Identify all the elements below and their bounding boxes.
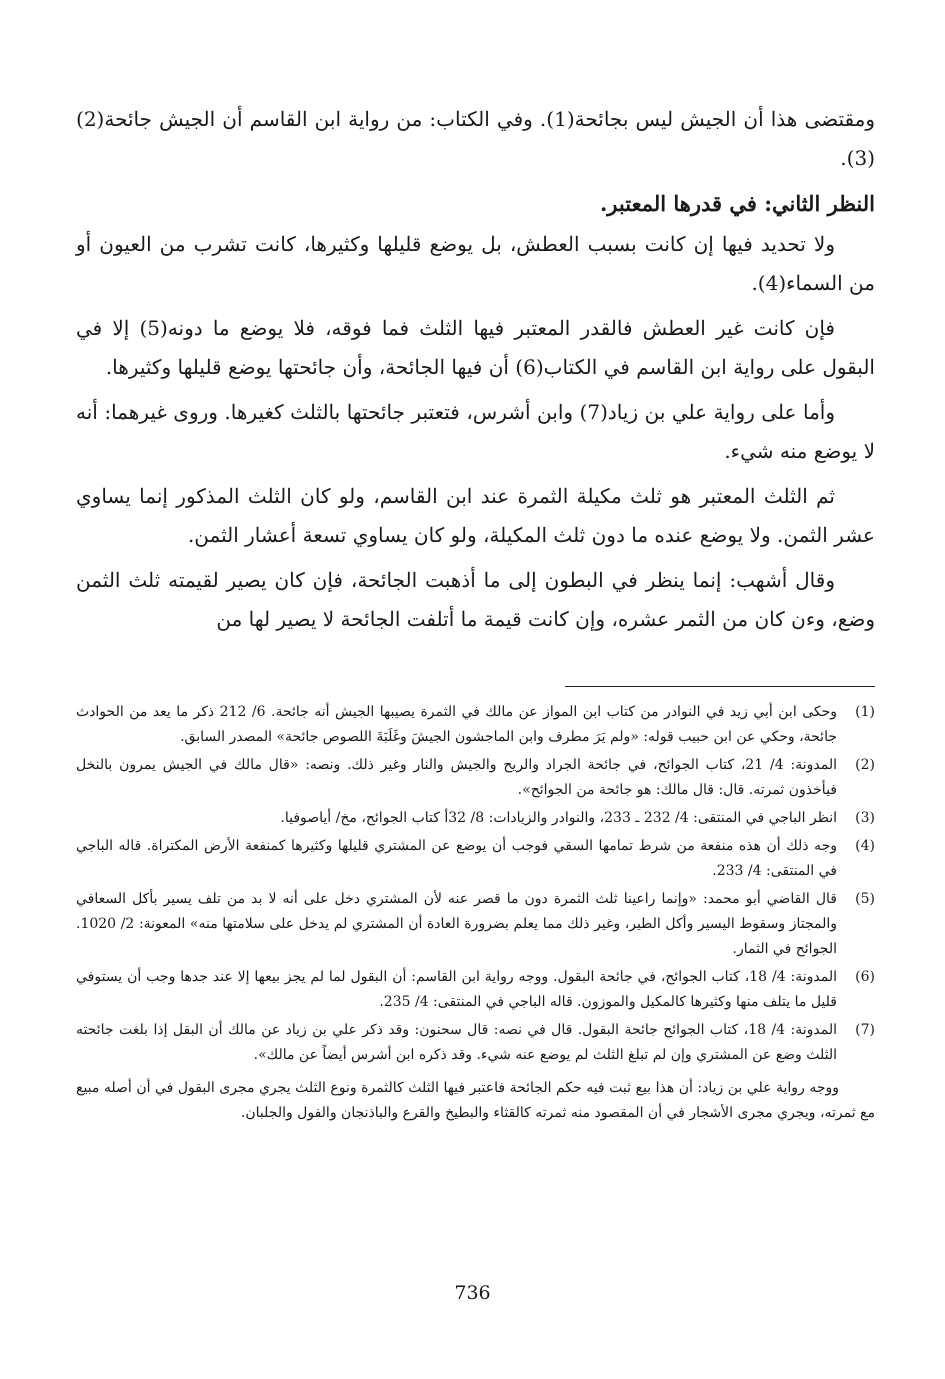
paragraph-5: ثم الثلث المعتبر هو ثلث مكيلة الثمرة عند ابن القاسم، ولو كان الثلث المذكور إنما يساوي عشر الثمن. ولا يوضع عنده ما دون ثلث المكيلة، ولو كان يساوي تسعة أعشار الثمن. <box>76 484 875 547</box>
section-heading: النظر الثاني: في قدرها المعتبر. <box>600 191 875 216</box>
footnote <box>76 965 875 1015</box>
footnote-text: قال القاضي أبو محمد: «وإنما راعينا ثلث الثمرة دون ما قصر عنه لأن المشتري دخل على أنه لا بد من تلف يسير بأكل السعافي والمجتاز وسقوط اليسير وأكل الطير، وغير ذلك مما يعلم بضرورة العادة أن المشتري لم يدخل على سلامتها منه» المعونة: 2/ 1020. الجوائح في الثمار. <box>76 891 837 957</box>
footnote <box>76 1018 875 1068</box>
page-number: 736 <box>454 1282 491 1304</box>
footnote-number: (4) <box>855 838 875 854</box>
footnote <box>76 700 875 750</box>
footnote-number: (2) <box>855 757 875 773</box>
footnote <box>76 806 875 831</box>
footnote <box>76 834 875 884</box>
footnote-text: وجه ذلك أن هذه منفعة من شرط تمامها السقي فوجب أن يوضع عن المشتري قليلها وكثيرها كمنفعة الأرض المكتراة. قاله الباجي في المنتقى: 4/ 233. <box>76 838 837 879</box>
footnote-text: انظر الباجي في المنتقى: 4/ 232 ـ 233، والنوادر والزيادات: 8/ 32أ كتاب الجوائح، مخ/ أياصوفيا. <box>280 810 837 826</box>
footnote-number: (7) <box>855 1022 875 1038</box>
paragraph-1: ومقتضى هذا أن الجيش ليس بجائحة(1). وفي الكتاب: من رواية ابن القاسم أن الجيش جائحة(2)(3). <box>76 107 875 170</box>
footnote-number: (6) <box>855 969 875 985</box>
footnote <box>76 887 875 962</box>
footnotes <box>76 700 875 1126</box>
main-text <box>76 100 875 645</box>
paragraph-3: فإن كانت غير العطش فالقدر المعتبر فيها الثلث فما فوقه، فلا يوضع ما دونه(5) إلا في البقول على رواية ابن القاسم في الكتاب(6) أن فيها الجائحة، وأن جائحتها يوضع قليلها وكثيرها. <box>76 316 875 379</box>
footnote-divider <box>565 686 875 687</box>
footnote-number: (3) <box>855 810 875 826</box>
footnote-number: (1) <box>855 704 875 720</box>
footnote <box>76 753 875 803</box>
footnote-text: المدونة: 4/ 18، كتاب الجوائح، في جائحة البقول. ووجه رواية ابن القاسم: أن البقول لما لم يجز بيعها إلا عند جدها وجب أن يستوفي قليل ما يتلف منها وكثيرها كالمكيل والموزون. قاله الباجي في المنتقى: 4/ 235. <box>76 969 837 1010</box>
footnote-continuation: ووجه رواية علي بن زياد: أن هذا بيع ثبت فيه حكم الجائحة فاعتبر فيها الثلث كالثمرة ونوع الثلث يجري مجرى البقول في أن أصله مبيع مع ثمرته، ويجري مجرى الأشجار في أن المقصود منه ثمرته كالقثاء والبطيخ والقرع والباذنجان والفول والجلبان. <box>76 1080 875 1121</box>
paragraph-2: ولا تحديد فيها إن كانت بسبب العطش، بل يوضع قليلها وكثيرها، كانت تشرب من العيون أو من السماء(4). <box>76 232 875 295</box>
footnote-text: المدونة: 4/ 21، كتاب الجوائح، في جائحة الجراد والريح والجيش والنار وغير ذلك. ونصه: «قال مالك في الجيش يمرون بالنخل فيأخذون ثمرته. قال: قال مالك: هو جائحة من الجوائح». <box>76 757 838 798</box>
footnote-number: (5) <box>855 891 875 907</box>
footnote-text: وحكى ابن أبي زيد في النوادر من كتاب ابن المواز عن مالك في الثمرة يصيبها الجيش أنه جائحة. 6/ 212 ذكر ما يعد من الحوادث جائحة، وحكي عن ابن حبيب قوله: «ولم يَرَ مطرف وابن الماجشون الجيشَ وغَلَبَةَ اللصوص جائحة» المصدر السابق. <box>76 704 838 745</box>
paragraph-4: وأما على رواية علي بن زياد(7) وابن أشرس، فتعتبر جائحتها بالثلث كغيرها. وروى غيرهما: أنه لا يوضع منه شيء. <box>76 400 875 463</box>
paragraph-6: وقال أشهب: إنما ينظر في البطون إلى ما أذهبت الجائحة، فإن كان يصير لقيمته ثلث الثمن وضع، وءن كان من الثمر عشره، وإن كانت قيمة ما أتلفت الجائحة لا يصير لها من <box>76 568 875 631</box>
footnote-text: المدونة: 4/ 18، كتاب الجوائح جائحة البقول. قال في نصه: قال سحنون: وقد ذكر علي بن زياد عن مالك أن البقل إذا بلغت جائحته الثلث وضع عن المشتري وإن لم تبلغ الثلث لم يوضع عنه شيء. وقد ذكره ابن أشرس أيضاً عن مالك». <box>76 1022 837 1063</box>
